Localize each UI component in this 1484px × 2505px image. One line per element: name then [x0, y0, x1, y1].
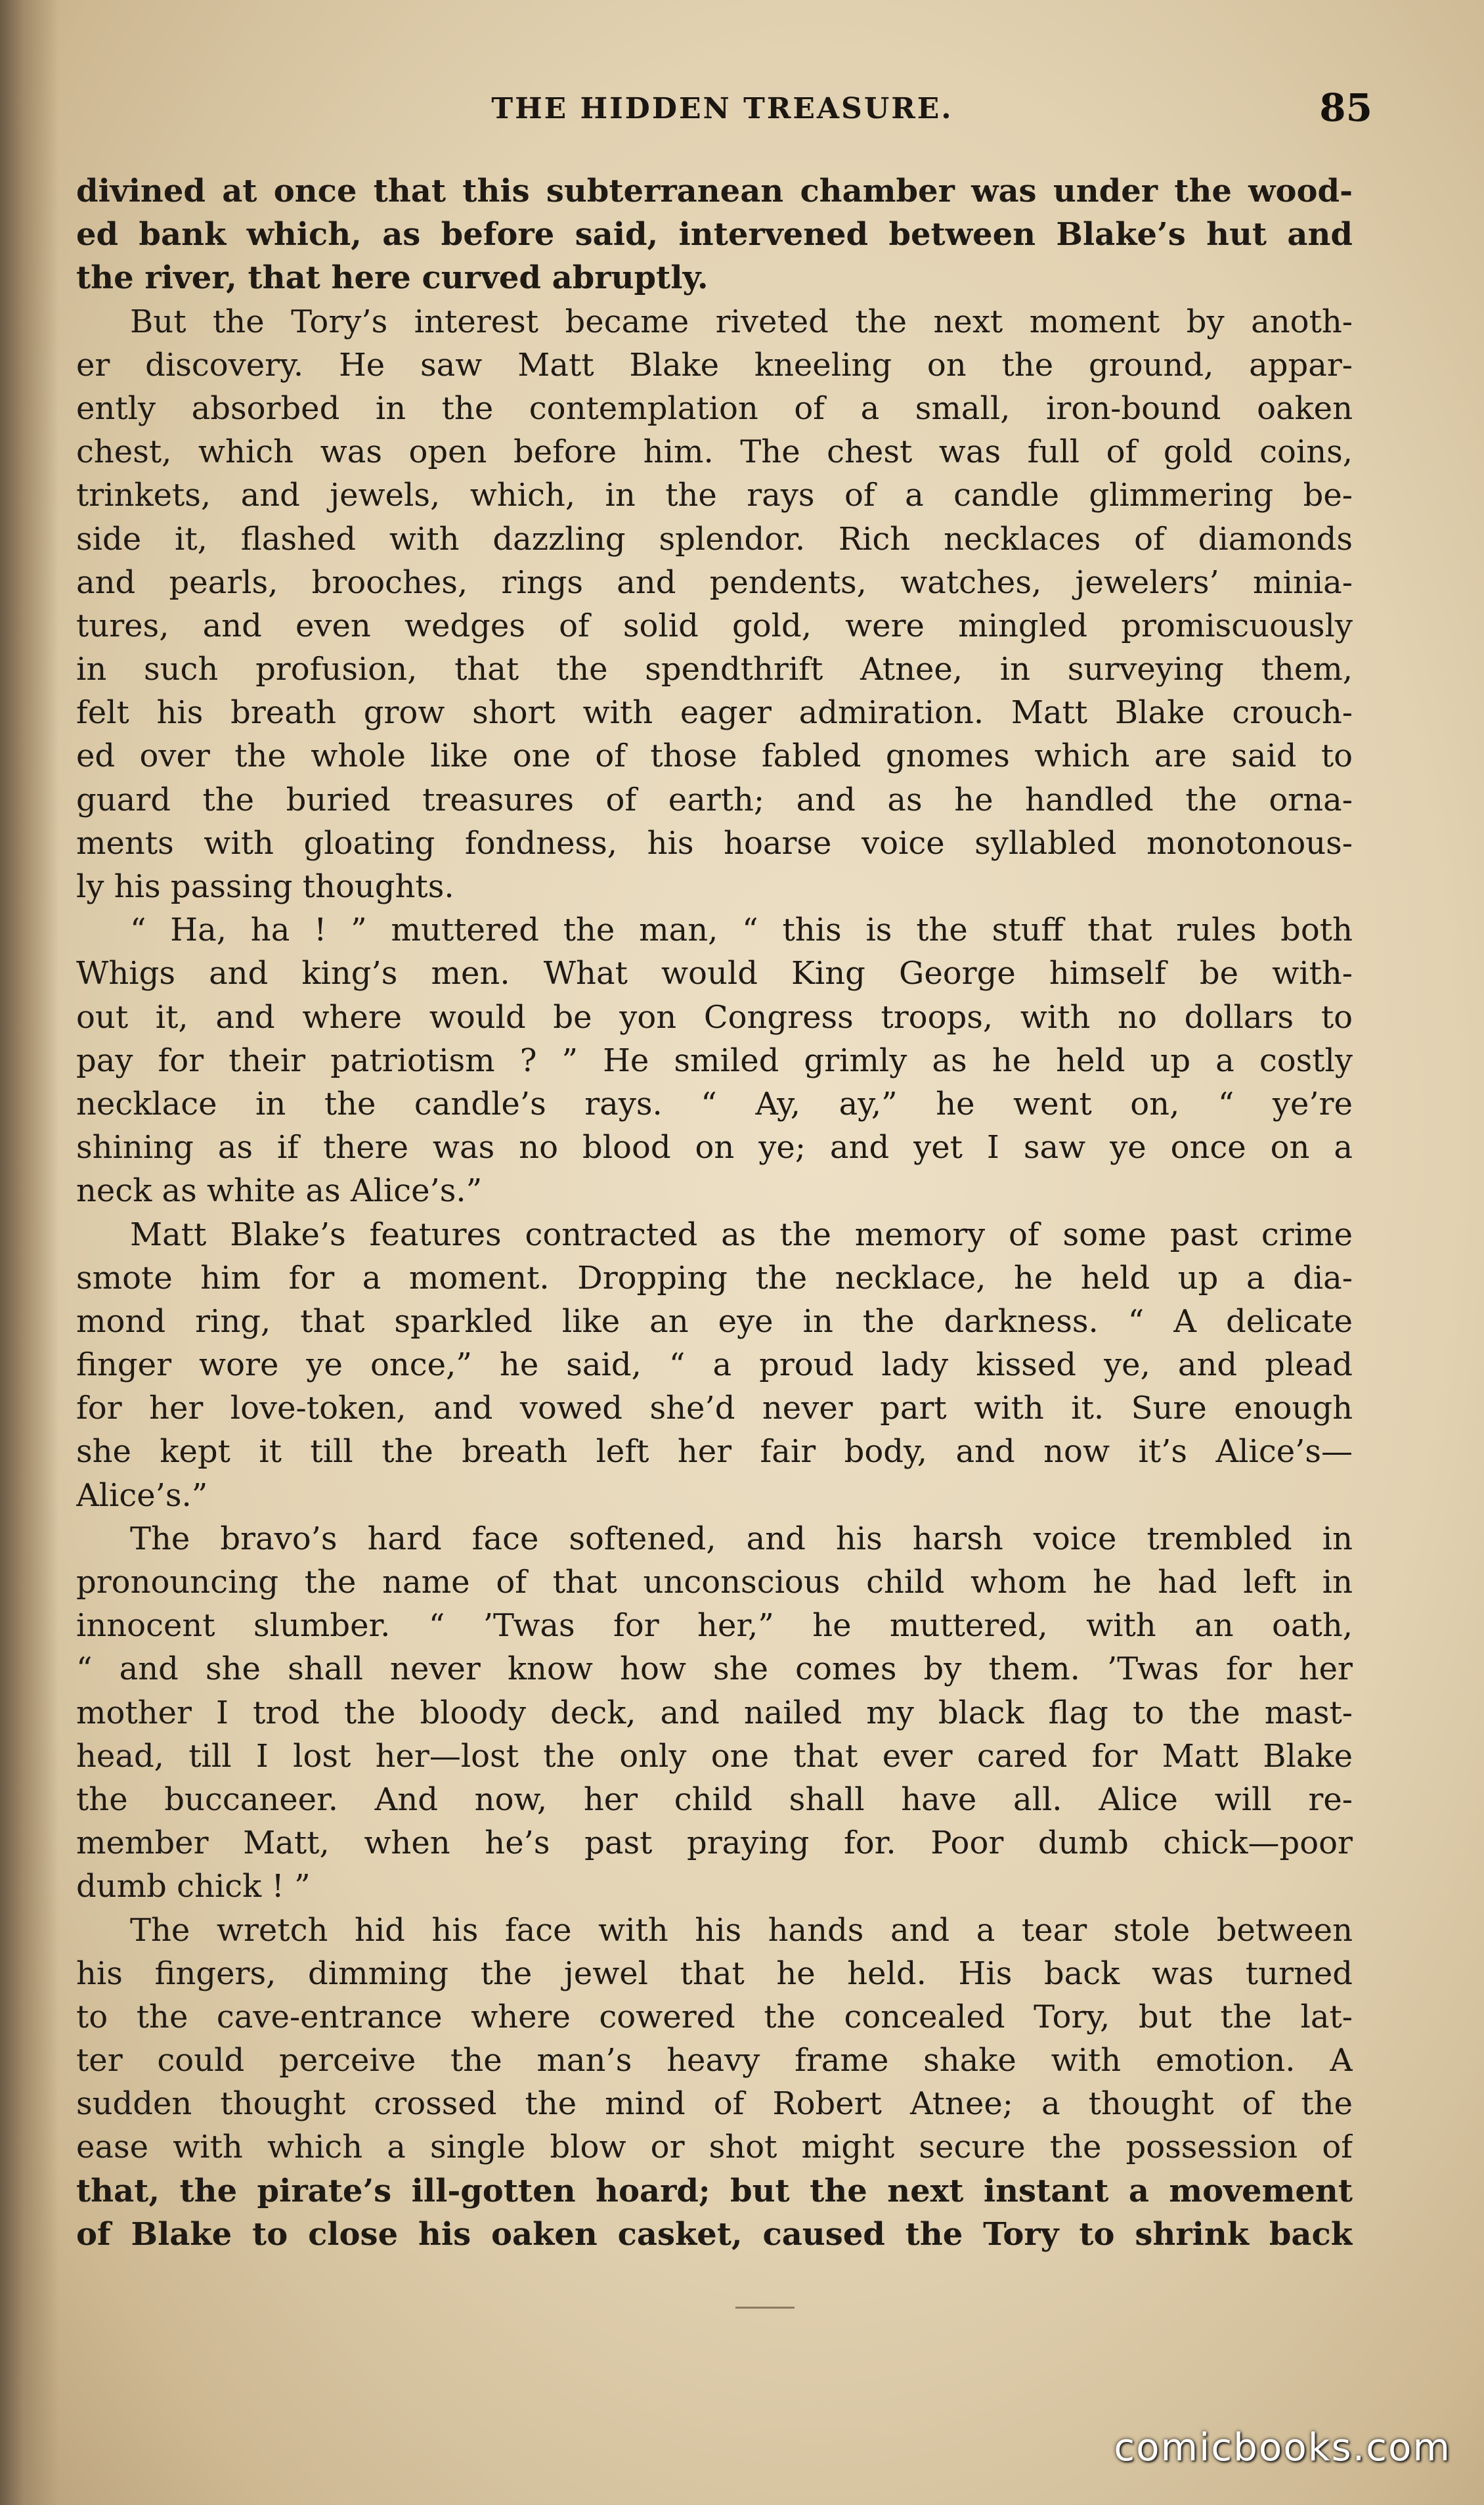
- text-line: member Matt, when he’s past praying for. Poor dumb chick—poor: [76, 1825, 1353, 1862]
- text-line: er discovery. He saw Matt Blake kneeling on the ground, appar-: [76, 346, 1353, 384]
- text-line: mond ring, that sparkled like an eye in the darkness. “ A delicate: [76, 1302, 1353, 1340]
- text-line: smote him for a moment. Dropping the necklace, he held up a dia-: [76, 1259, 1353, 1297]
- text-line: out it, and where would be yon Congress troops, with no dollars to: [76, 998, 1353, 1036]
- text-line: side it, flashed with dazzling splendor. Rich necklaces of diamonds: [76, 520, 1353, 558]
- text-line: sudden thought crossed the mind of Robert Atnee; a thought of the: [76, 2085, 1353, 2123]
- text-line: Whigs and king’s men. What would King George himself be with-: [76, 955, 1353, 992]
- text-line: Matt Blake’s features contracted as the memory of some past crime: [130, 1216, 1353, 1253]
- text-line: ly his passing thoughts.: [76, 868, 454, 905]
- text-line: ments with gloating fondness, his hoarse voice syllabled monotonous-: [76, 824, 1353, 862]
- text-line: shining as if there was no blood on ye; and yet I saw ye once on a: [76, 1129, 1353, 1166]
- watermark: comicbooks.com: [1114, 2425, 1451, 2470]
- text-line: the river, that here curved abruptly.: [76, 259, 709, 297]
- text-line: “ Ha, ha ! ” muttered the man, “ this is the stuff that rules both: [130, 912, 1353, 949]
- running-title: THE HIDDEN TREASURE.: [491, 92, 953, 125]
- text-line: of Blake to close his oaken casket, caused the Tory to shrink back: [76, 2215, 1353, 2253]
- text-line: “ and she shall never know how she comes by them. ’Twas for her: [76, 1651, 1353, 1688]
- text-line: tures, and even wedges of solid gold, were mingled promiscuously: [76, 607, 1353, 644]
- text-line: the buccaneer. And now, her child shall have all. Alice will re-: [76, 1781, 1353, 1818]
- text-line: necklace in the candle’s rays. “ Ay, ay,” he went on, “ ye’re: [76, 1085, 1353, 1122]
- text-line: trinkets, and jewels, which, in the rays of a candle glimmering be-: [76, 477, 1353, 514]
- text-line: guard the buried treasures of earth; and as he handled the orna-: [76, 781, 1353, 818]
- text-line: ently absorbed in the contemplation of a small, iron-bound oaken: [76, 389, 1353, 427]
- body-text: [76, 169, 1353, 2256]
- text-line: innocent slumber. “ ’Twas for her,” he muttered, with an oath,: [76, 1607, 1353, 1645]
- text-line: to the cave-entrance where cowered the concealed Tory, but the lat-: [76, 1998, 1353, 2035]
- text-line: The bravo’s hard face softened, and his harsh voice trembled in: [130, 1520, 1353, 1557]
- text-line: pay for their patriotism ? ” He smiled grimly as he held up a costly: [76, 1042, 1353, 1079]
- text-line: dumb chick ! ”: [76, 1868, 311, 1905]
- text-line: neck as white as Alice’s.”: [76, 1172, 483, 1210]
- text-line: she kept it till the breath left her fair body, and now it’s Alice’s—: [76, 1433, 1353, 1471]
- bottom-rule: [735, 2307, 795, 2309]
- text-line: The wretch hid his face with his hands and a tear stole between: [130, 1911, 1353, 1949]
- page-number: 85: [1319, 85, 1372, 130]
- text-line: divined at once that this subterranean chamber was under the wood-: [76, 173, 1353, 210]
- page-header: [72, 85, 1372, 138]
- text-line: finger wore ye once,” he said, “ a proud lady kissed ye, and plead: [76, 1346, 1353, 1384]
- text-line: Alice’s.”: [76, 1476, 208, 1514]
- text-line: head, till I lost her—lost the only one that ever cared for Matt Blake: [76, 1737, 1353, 1775]
- text-line: ease with which a single blow or shot might secure the possession of: [76, 2129, 1353, 2166]
- text-line: ed over the whole like one of those fabled gnomes which are said to: [76, 738, 1353, 775]
- text-line: for her love-token, and vowed she’d never part with it. Sure enough: [76, 1390, 1353, 1427]
- text-line: in such profusion, that the spendthrift Atnee, in surveying them,: [76, 651, 1353, 688]
- spine-shadow: [0, 0, 59, 2505]
- text-line: and pearls, brooches, rings and pendents, watches, jewelers’ minia-: [76, 564, 1353, 601]
- text-line: his fingers, dimming the jewel that he held. His back was turned: [76, 1955, 1353, 1992]
- text-line: ter could perceive the man’s heavy frame shake with emotion. A: [76, 2042, 1353, 2079]
- text-line: pronouncing the name of that unconscious child whom he had left in: [76, 1564, 1353, 1601]
- text-line: chest, which was open before him. The chest was full of gold coins,: [76, 433, 1353, 471]
- text-line: ed bank which, as before said, intervened between Blake’s hut and: [76, 216, 1353, 254]
- text-line: mother I trod the bloody deck, and nailed my black flag to the mast-: [76, 1694, 1353, 1731]
- text-line: felt his breath grow short with eager admiration. Matt Blake crouch-: [76, 694, 1353, 732]
- text-line: But the Tory’s interest became riveted the next moment by anoth-: [130, 303, 1353, 340]
- text-line: that, the pirate’s ill-gotten hoard; but the next instant a movement: [76, 2172, 1353, 2209]
